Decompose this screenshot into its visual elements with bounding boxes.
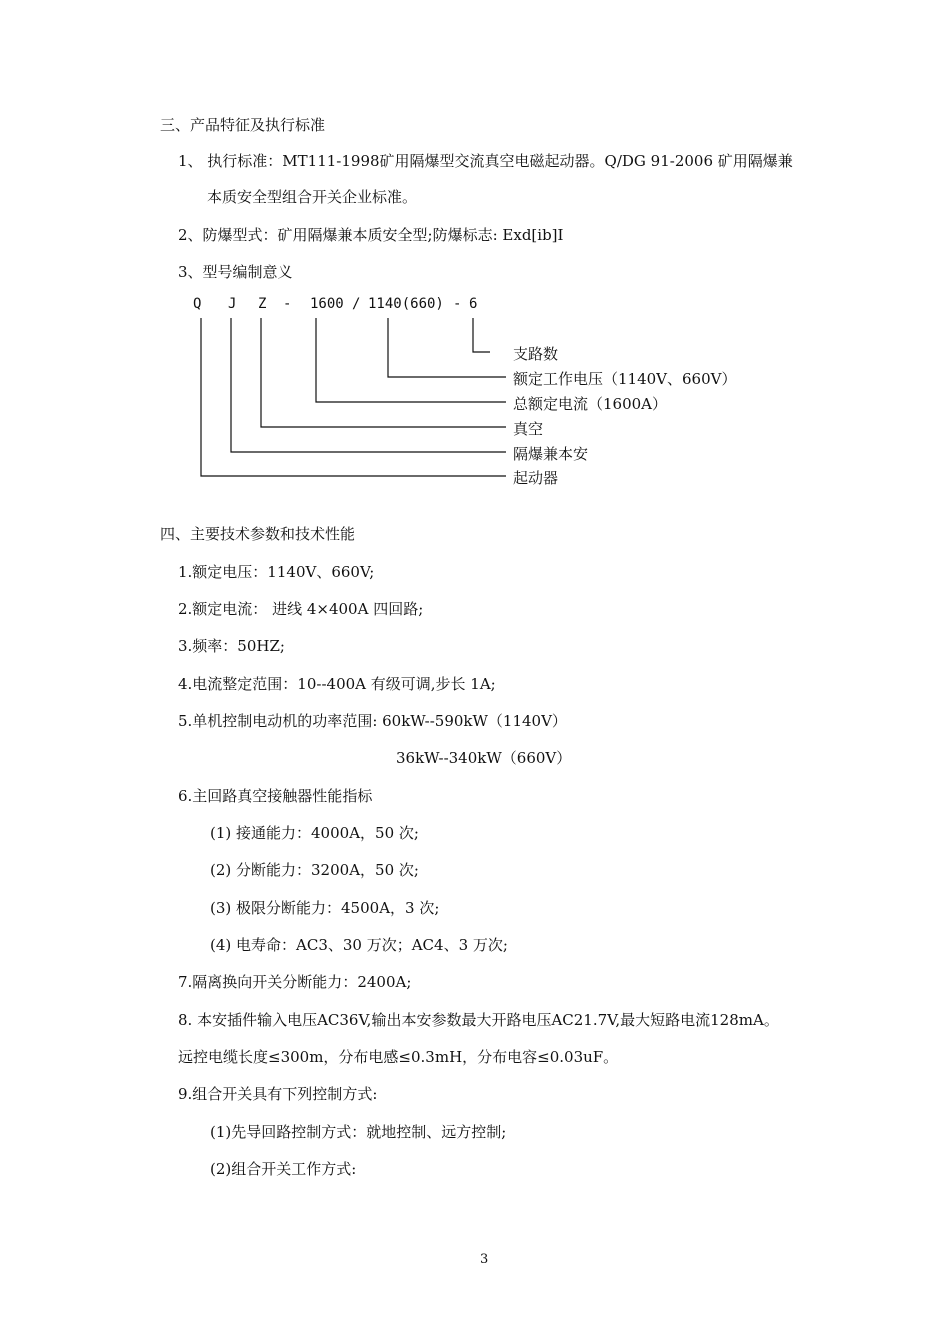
section-title-4: 四、主要技术参数和技术性能: [160, 525, 356, 543]
param-intrinsic-safe-line-2: 远控电缆长度≤300m，分布电感≤0.3mH，分布电容≤0.03uF。: [178, 1048, 619, 1066]
code-dash-2: -: [453, 296, 462, 312]
legend-branch-count: 支路数: [513, 345, 559, 363]
code-q: Q: [193, 296, 202, 312]
param-frequency: 3.频率：50HZ;: [178, 637, 285, 655]
param-power-range-1140: 5.单机控制电动机的功率范围: 60kW--590kW（1140V）: [178, 712, 567, 730]
param-intrinsic-safe-line-1: 8. 本安插件输入电压AC36V,输出本安参数最大开路电压AC21.7V,最大短路电流128mA。: [178, 1011, 779, 1029]
param-current-range: 4.电流整定范围：10--400A 有级可调,步长 1A;: [178, 675, 496, 693]
model-meaning-heading: 3、型号编制意义: [178, 263, 293, 281]
section-title-3: 三、产品特征及执行标准: [160, 116, 326, 134]
legend-rated-voltage: 额定工作电压（1140V、660V）: [513, 370, 737, 388]
code-z: Z: [258, 296, 267, 312]
param-rated-current: 2.额定电流： 进线 4×400A 四回路;: [178, 600, 424, 618]
code-dash-1: -: [283, 296, 292, 312]
code-current: 1600: [310, 296, 344, 312]
param-work-mode: (2)组合开关工作方式:: [210, 1160, 357, 1178]
param-electrical-life: (4) 电寿命：AC3、30 万次；AC4、3 万次;: [210, 936, 508, 954]
page-number: 3: [480, 1252, 489, 1267]
param-control-modes-heading: 9.组合开关具有下列控制方式:: [178, 1085, 378, 1103]
standard-line-2: 本质安全型组合开关企业标准。: [207, 188, 418, 206]
code-circuits: 6: [469, 296, 478, 312]
standard-line-1: 1、 执行标准：MT111-1998矿用隔爆型交流真空电磁起动器。Q/DG 91-2006 矿用隔爆兼: [178, 152, 793, 170]
param-making-capacity: (1) 接通能力：4000A，50 次;: [210, 824, 419, 842]
param-limit-breaking: (3) 极限分断能力：4500A，3 次;: [210, 899, 440, 917]
legend-total-current: 总额定电流（1600A）: [513, 395, 668, 413]
param-breaking-capacity: (2) 分断能力：3200A，50 次;: [210, 861, 419, 879]
legend-vacuum: 真空: [513, 420, 544, 438]
legend-starter: 起动器: [513, 469, 559, 487]
code-j: J: [228, 296, 237, 312]
param-power-range-660: 36kW--340kW（660V）: [396, 749, 572, 767]
param-rated-voltage: 1.额定电压：1140V、660V;: [178, 563, 375, 581]
code-voltage: 1140(660): [368, 296, 444, 312]
param-contactor-heading: 6.主回路真空接触器性能指标: [178, 787, 373, 805]
code-slash: /: [352, 296, 361, 312]
explosion-proof-type: 2、防爆型式：矿用隔爆兼本质安全型;防爆标志: Exd[ib]I: [178, 226, 564, 244]
param-isolator-breaking: 7.隔离换向开关分断能力：2400A;: [178, 973, 412, 991]
param-pilot-control: (1)先导回路控制方式：就地控制、远方控制;: [210, 1123, 507, 1141]
legend-flameproof-intrinsic: 隔爆兼本安: [513, 445, 589, 463]
